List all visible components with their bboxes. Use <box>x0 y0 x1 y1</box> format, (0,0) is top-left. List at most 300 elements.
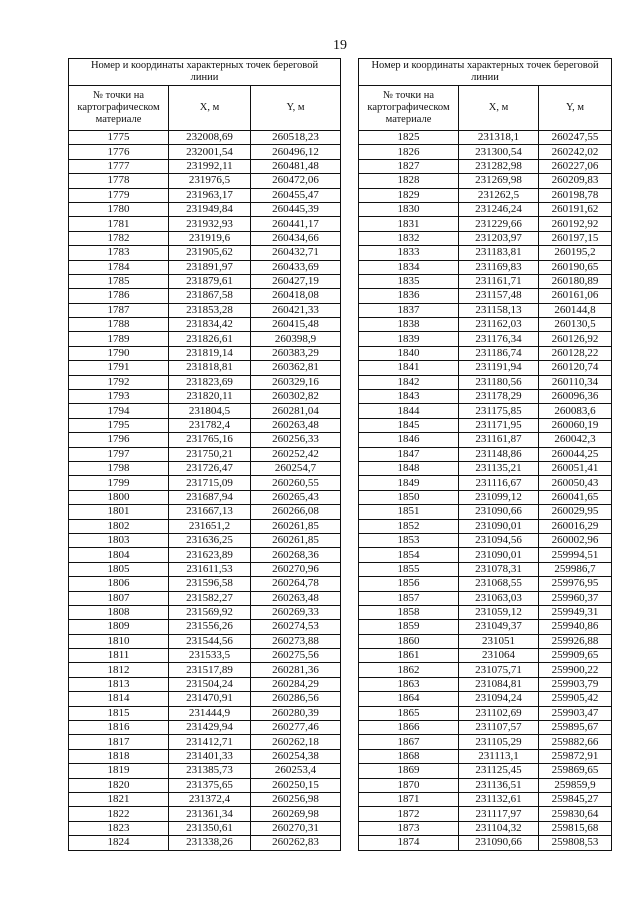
point-number-cell: 1805 <box>69 562 169 576</box>
y-coordinate-cell: 260192,92 <box>539 217 612 231</box>
x-coordinate-cell: 231135,21 <box>459 461 539 475</box>
table-row <box>359 735 612 749</box>
y-coordinate-cell: 260256,98 <box>251 792 341 806</box>
x-coordinate-cell: 231158,13 <box>459 303 539 317</box>
x-coordinate-cell: 231051 <box>459 634 539 648</box>
point-number-cell: 1851 <box>359 505 459 519</box>
y-coordinate-cell: 260445,39 <box>251 202 341 216</box>
x-coordinate-cell: 231596,58 <box>169 577 251 591</box>
point-number-cell: 1818 <box>69 749 169 763</box>
table-row <box>69 346 341 360</box>
table-row <box>69 764 341 778</box>
x-coordinate-cell: 231064 <box>459 649 539 663</box>
x-coordinate-cell: 231161,87 <box>459 433 539 447</box>
coordinates-table-left <box>68 58 341 851</box>
point-number-cell: 1838 <box>359 318 459 332</box>
point-number-cell: 1795 <box>69 418 169 432</box>
x-coordinate-cell: 231905,62 <box>169 246 251 260</box>
table-title: Номер и координаты характерных точек береговой линии <box>69 59 341 86</box>
x-coordinate-cell: 231891,97 <box>169 260 251 274</box>
x-coordinate-cell: 231823,69 <box>169 375 251 389</box>
y-coordinate-cell: 260180,89 <box>539 274 612 288</box>
table-row <box>69 620 341 634</box>
x-coordinate-cell: 231090,66 <box>459 836 539 850</box>
y-coordinate-cell: 260260,55 <box>251 476 341 490</box>
point-number-cell: 1815 <box>69 706 169 720</box>
column-header-x: X, м <box>169 86 251 131</box>
y-coordinate-cell: 259830,64 <box>539 807 612 821</box>
x-coordinate-cell: 232001,54 <box>169 145 251 159</box>
y-coordinate-cell: 259895,67 <box>539 721 612 735</box>
y-coordinate-cell: 260302,82 <box>251 390 341 404</box>
point-number-cell: 1826 <box>359 145 459 159</box>
point-number-cell: 1821 <box>69 792 169 806</box>
table-row <box>359 318 612 332</box>
point-number-cell: 1860 <box>359 634 459 648</box>
x-coordinate-cell: 231533,5 <box>169 649 251 663</box>
point-number-cell: 1787 <box>69 303 169 317</box>
x-coordinate-cell: 231375,65 <box>169 778 251 792</box>
point-number-cell: 1865 <box>359 706 459 720</box>
point-number-cell: 1834 <box>359 260 459 274</box>
x-coordinate-cell: 231178,29 <box>459 390 539 404</box>
x-coordinate-cell: 231651,2 <box>169 519 251 533</box>
y-coordinate-cell: 260270,31 <box>251 821 341 835</box>
y-coordinate-cell: 259900,22 <box>539 663 612 677</box>
table-title-row <box>69 59 341 86</box>
point-number-cell: 1812 <box>69 663 169 677</box>
x-coordinate-cell: 231203,97 <box>459 231 539 245</box>
y-coordinate-cell: 259869,65 <box>539 764 612 778</box>
point-number-cell: 1850 <box>359 490 459 504</box>
table-row <box>359 562 612 576</box>
y-coordinate-cell: 260275,56 <box>251 649 341 663</box>
table-row <box>359 505 612 519</box>
x-coordinate-cell: 231090,01 <box>459 548 539 562</box>
x-coordinate-cell: 231125,45 <box>459 764 539 778</box>
table-row <box>359 533 612 547</box>
point-number-cell: 1859 <box>359 620 459 634</box>
point-number-cell: 1839 <box>359 332 459 346</box>
point-number-cell: 1852 <box>359 519 459 533</box>
y-coordinate-cell: 259976,95 <box>539 577 612 591</box>
y-coordinate-cell: 259872,91 <box>539 749 612 763</box>
x-coordinate-cell: 231094,24 <box>459 692 539 706</box>
table-row <box>359 202 612 216</box>
point-number-cell: 1792 <box>69 375 169 389</box>
table-row <box>359 274 612 288</box>
table-row <box>69 821 341 835</box>
point-number-cell: 1861 <box>359 649 459 663</box>
point-number-cell: 1789 <box>69 332 169 346</box>
x-coordinate-cell: 231191,94 <box>459 361 539 375</box>
x-coordinate-cell: 231183,81 <box>459 246 539 260</box>
y-coordinate-cell: 260254,7 <box>251 461 341 475</box>
table-row <box>69 447 341 461</box>
x-coordinate-cell: 231090,01 <box>459 519 539 533</box>
table-row <box>359 706 612 720</box>
y-coordinate-cell: 260242,02 <box>539 145 612 159</box>
x-coordinate-cell: 231853,28 <box>169 303 251 317</box>
table-row <box>69 361 341 375</box>
y-coordinate-cell: 260481,48 <box>251 159 341 173</box>
point-number-cell: 1776 <box>69 145 169 159</box>
table-row <box>69 749 341 763</box>
x-coordinate-cell: 231186,74 <box>459 346 539 360</box>
x-coordinate-cell: 231262,5 <box>459 188 539 202</box>
y-coordinate-cell: 260128,22 <box>539 346 612 360</box>
table-row <box>69 836 341 850</box>
coordinates-table-right <box>358 58 612 851</box>
table-row <box>359 764 612 778</box>
point-number-cell: 1868 <box>359 749 459 763</box>
y-coordinate-cell: 260329,16 <box>251 375 341 389</box>
point-number-cell: 1841 <box>359 361 459 375</box>
table-row <box>359 461 612 475</box>
table-row <box>359 231 612 245</box>
point-number-cell: 1802 <box>69 519 169 533</box>
point-number-cell: 1788 <box>69 318 169 332</box>
table-row <box>69 131 341 145</box>
y-coordinate-cell: 260433,69 <box>251 260 341 274</box>
point-number-cell: 1800 <box>69 490 169 504</box>
y-coordinate-cell: 260472,06 <box>251 174 341 188</box>
point-number-cell: 1842 <box>359 375 459 389</box>
point-number-cell: 1824 <box>69 836 169 850</box>
y-coordinate-cell: 260496,12 <box>251 145 341 159</box>
table-row <box>359 217 612 231</box>
x-coordinate-cell: 231176,34 <box>459 332 539 346</box>
point-number-cell: 1857 <box>359 591 459 605</box>
point-number-cell: 1867 <box>359 735 459 749</box>
x-coordinate-cell: 231162,03 <box>459 318 539 332</box>
point-number-cell: 1814 <box>69 692 169 706</box>
x-coordinate-cell: 231148,86 <box>459 447 539 461</box>
table-row <box>69 706 341 720</box>
y-coordinate-cell: 260190,65 <box>539 260 612 274</box>
y-coordinate-cell: 260273,88 <box>251 634 341 648</box>
point-number-cell: 1797 <box>69 447 169 461</box>
point-number-cell: 1835 <box>359 274 459 288</box>
point-number-cell: 1779 <box>69 188 169 202</box>
point-number-cell: 1874 <box>359 836 459 850</box>
x-coordinate-cell: 231318,1 <box>459 131 539 145</box>
y-coordinate-cell: 260044,25 <box>539 447 612 461</box>
point-number-cell: 1840 <box>359 346 459 360</box>
table-row <box>69 649 341 663</box>
point-number-cell: 1873 <box>359 821 459 835</box>
table-row <box>69 562 341 576</box>
table-row <box>69 533 341 547</box>
point-number-cell: 1828 <box>359 174 459 188</box>
y-coordinate-cell: 260286,56 <box>251 692 341 706</box>
table-row <box>359 721 612 735</box>
point-number-cell: 1775 <box>69 131 169 145</box>
x-coordinate-cell: 231068,55 <box>459 577 539 591</box>
point-number-cell: 1808 <box>69 605 169 619</box>
y-coordinate-cell: 259845,27 <box>539 792 612 806</box>
x-coordinate-cell: 231136,51 <box>459 778 539 792</box>
table-row <box>359 260 612 274</box>
table-row <box>69 519 341 533</box>
table-row <box>69 202 341 216</box>
table-row <box>359 404 612 418</box>
table-row <box>69 332 341 346</box>
point-number-cell: 1836 <box>359 289 459 303</box>
x-coordinate-cell: 231157,48 <box>459 289 539 303</box>
table-row <box>359 145 612 159</box>
table-row <box>69 778 341 792</box>
x-coordinate-cell: 231113,1 <box>459 749 539 763</box>
y-coordinate-cell: 260284,29 <box>251 677 341 691</box>
x-coordinate-cell: 231117,97 <box>459 807 539 821</box>
y-coordinate-cell: 260191,62 <box>539 202 612 216</box>
point-number-cell: 1811 <box>69 649 169 663</box>
table-row <box>69 433 341 447</box>
x-coordinate-cell: 231169,83 <box>459 260 539 274</box>
point-number-cell: 1848 <box>359 461 459 475</box>
point-number-cell: 1820 <box>69 778 169 792</box>
point-number-cell: 1786 <box>69 289 169 303</box>
table-row <box>359 390 612 404</box>
y-coordinate-cell: 260266,08 <box>251 505 341 519</box>
column-header-row <box>359 86 612 131</box>
y-coordinate-cell: 259815,68 <box>539 821 612 835</box>
point-number-cell: 1825 <box>359 131 459 145</box>
y-coordinate-cell: 260253,4 <box>251 764 341 778</box>
table-row <box>359 346 612 360</box>
x-coordinate-cell: 231667,13 <box>169 505 251 519</box>
point-number-cell: 1780 <box>69 202 169 216</box>
point-number-cell: 1806 <box>69 577 169 591</box>
table-row <box>359 620 612 634</box>
point-number-cell: 1798 <box>69 461 169 475</box>
point-number-cell: 1855 <box>359 562 459 576</box>
point-number-cell: 1804 <box>69 548 169 562</box>
y-coordinate-cell: 260029,95 <box>539 505 612 519</box>
table-row <box>69 318 341 332</box>
point-number-cell: 1844 <box>359 404 459 418</box>
table-row <box>69 505 341 519</box>
x-coordinate-cell: 231782,4 <box>169 418 251 432</box>
x-coordinate-cell: 231090,66 <box>459 505 539 519</box>
y-coordinate-cell: 260262,18 <box>251 735 341 749</box>
y-coordinate-cell: 260261,85 <box>251 533 341 547</box>
point-number-cell: 1862 <box>359 663 459 677</box>
point-number-cell: 1822 <box>69 807 169 821</box>
point-number-cell: 1816 <box>69 721 169 735</box>
x-coordinate-cell: 231919,6 <box>169 231 251 245</box>
table-row <box>359 476 612 490</box>
y-coordinate-cell: 260281,04 <box>251 404 341 418</box>
point-number-cell: 1783 <box>69 246 169 260</box>
x-coordinate-cell: 231834,42 <box>169 318 251 332</box>
point-number-cell: 1847 <box>359 447 459 461</box>
point-number-cell: 1871 <box>359 792 459 806</box>
y-coordinate-cell: 260042,3 <box>539 433 612 447</box>
y-coordinate-cell: 260262,83 <box>251 836 341 850</box>
y-coordinate-cell: 259859,9 <box>539 778 612 792</box>
x-coordinate-cell: 231350,61 <box>169 821 251 835</box>
table-row <box>359 447 612 461</box>
x-coordinate-cell: 231282,98 <box>459 159 539 173</box>
x-coordinate-cell: 231300,54 <box>459 145 539 159</box>
x-coordinate-cell: 231269,98 <box>459 174 539 188</box>
y-coordinate-cell: 260455,47 <box>251 188 341 202</box>
x-coordinate-cell: 231385,73 <box>169 764 251 778</box>
y-coordinate-cell: 260280,39 <box>251 706 341 720</box>
point-number-cell: 1777 <box>69 159 169 173</box>
table-row <box>69 145 341 159</box>
point-number-cell: 1809 <box>69 620 169 634</box>
table-row <box>359 188 612 202</box>
point-number-cell: 1803 <box>69 533 169 547</box>
x-coordinate-cell: 231132,61 <box>459 792 539 806</box>
point-number-cell: 1849 <box>359 476 459 490</box>
y-coordinate-cell: 260398,9 <box>251 332 341 346</box>
table-row <box>359 361 612 375</box>
page-number: 19 <box>333 38 347 53</box>
table-row <box>69 663 341 677</box>
table-row <box>69 692 341 706</box>
table-row <box>359 591 612 605</box>
x-coordinate-cell: 231879,61 <box>169 274 251 288</box>
x-coordinate-cell: 231556,26 <box>169 620 251 634</box>
table-row <box>359 649 612 663</box>
table-row <box>359 418 612 432</box>
y-coordinate-cell: 260198,78 <box>539 188 612 202</box>
column-header-point-number: № точки на картографическом материале <box>69 86 169 131</box>
point-number-cell: 1829 <box>359 188 459 202</box>
table-row <box>69 159 341 173</box>
y-coordinate-cell: 260441,17 <box>251 217 341 231</box>
table-row <box>69 375 341 389</box>
y-coordinate-cell: 260518,23 <box>251 131 341 145</box>
column-header-y: Y, м <box>251 86 341 131</box>
table-row <box>69 246 341 260</box>
point-number-cell: 1832 <box>359 231 459 245</box>
table-row <box>69 289 341 303</box>
x-coordinate-cell: 231726,47 <box>169 461 251 475</box>
point-number-cell: 1782 <box>69 231 169 245</box>
y-coordinate-cell: 260264,78 <box>251 577 341 591</box>
point-number-cell: 1872 <box>359 807 459 821</box>
table-row <box>69 188 341 202</box>
y-coordinate-cell: 260096,36 <box>539 390 612 404</box>
point-number-cell: 1837 <box>359 303 459 317</box>
y-coordinate-cell: 259986,7 <box>539 562 612 576</box>
point-number-cell: 1801 <box>69 505 169 519</box>
y-coordinate-cell: 260268,36 <box>251 548 341 562</box>
table-row <box>359 677 612 691</box>
x-coordinate-cell: 231175,85 <box>459 404 539 418</box>
y-coordinate-cell: 260265,43 <box>251 490 341 504</box>
x-coordinate-cell: 231078,31 <box>459 562 539 576</box>
column-header-y: Y, м <box>539 86 612 131</box>
table-row <box>69 605 341 619</box>
y-coordinate-cell: 260083,6 <box>539 404 612 418</box>
y-coordinate-cell: 260126,92 <box>539 332 612 346</box>
y-coordinate-cell: 260415,48 <box>251 318 341 332</box>
x-coordinate-cell: 231361,34 <box>169 807 251 821</box>
table-row <box>69 735 341 749</box>
table-row <box>69 418 341 432</box>
table-row <box>69 677 341 691</box>
table-row <box>359 174 612 188</box>
point-number-cell: 1858 <box>359 605 459 619</box>
x-coordinate-cell: 231963,17 <box>169 188 251 202</box>
x-coordinate-cell: 231992,11 <box>169 159 251 173</box>
x-coordinate-cell: 231099,12 <box>459 490 539 504</box>
table-row <box>69 591 341 605</box>
x-coordinate-cell: 231517,89 <box>169 663 251 677</box>
column-header-row <box>69 86 341 131</box>
table-row <box>359 131 612 145</box>
y-coordinate-cell: 260120,74 <box>539 361 612 375</box>
x-coordinate-cell: 231867,58 <box>169 289 251 303</box>
table-row <box>359 778 612 792</box>
point-number-cell: 1863 <box>359 677 459 691</box>
y-coordinate-cell: 260432,71 <box>251 246 341 260</box>
point-number-cell: 1869 <box>359 764 459 778</box>
table-row <box>359 836 612 850</box>
x-coordinate-cell: 231818,81 <box>169 361 251 375</box>
y-coordinate-cell: 260002,96 <box>539 533 612 547</box>
x-coordinate-cell: 231611,53 <box>169 562 251 576</box>
y-coordinate-cell: 260269,33 <box>251 605 341 619</box>
table-row <box>359 634 612 648</box>
point-number-cell: 1846 <box>359 433 459 447</box>
table-row <box>69 476 341 490</box>
point-number-cell: 1793 <box>69 390 169 404</box>
y-coordinate-cell: 260252,42 <box>251 447 341 461</box>
point-number-cell: 1827 <box>359 159 459 173</box>
point-number-cell: 1799 <box>69 476 169 490</box>
point-number-cell: 1813 <box>69 677 169 691</box>
point-number-cell: 1843 <box>359 390 459 404</box>
x-coordinate-cell: 231687,94 <box>169 490 251 504</box>
x-coordinate-cell: 231429,94 <box>169 721 251 735</box>
y-coordinate-cell: 260060,19 <box>539 418 612 432</box>
y-coordinate-cell: 260254,38 <box>251 749 341 763</box>
y-coordinate-cell: 260256,33 <box>251 433 341 447</box>
x-coordinate-cell: 231949,84 <box>169 202 251 216</box>
y-coordinate-cell: 259903,79 <box>539 677 612 691</box>
y-coordinate-cell: 260041,65 <box>539 490 612 504</box>
table-row <box>69 461 341 475</box>
y-coordinate-cell: 260434,66 <box>251 231 341 245</box>
table-row <box>69 634 341 648</box>
x-coordinate-cell: 231750,21 <box>169 447 251 461</box>
x-coordinate-cell: 231976,5 <box>169 174 251 188</box>
y-coordinate-cell: 260195,2 <box>539 246 612 260</box>
table-row <box>359 332 612 346</box>
y-coordinate-cell: 260051,41 <box>539 461 612 475</box>
y-coordinate-cell: 259960,37 <box>539 591 612 605</box>
table-row <box>69 217 341 231</box>
x-coordinate-cell: 231401,33 <box>169 749 251 763</box>
y-coordinate-cell: 260263,48 <box>251 591 341 605</box>
y-coordinate-cell: 260281,36 <box>251 663 341 677</box>
point-number-cell: 1856 <box>359 577 459 591</box>
table-row <box>359 490 612 504</box>
x-coordinate-cell: 231504,24 <box>169 677 251 691</box>
table-row <box>359 821 612 835</box>
x-coordinate-cell: 231444,9 <box>169 706 251 720</box>
point-number-cell: 1866 <box>359 721 459 735</box>
table-row <box>69 231 341 245</box>
y-coordinate-cell: 259808,53 <box>539 836 612 850</box>
